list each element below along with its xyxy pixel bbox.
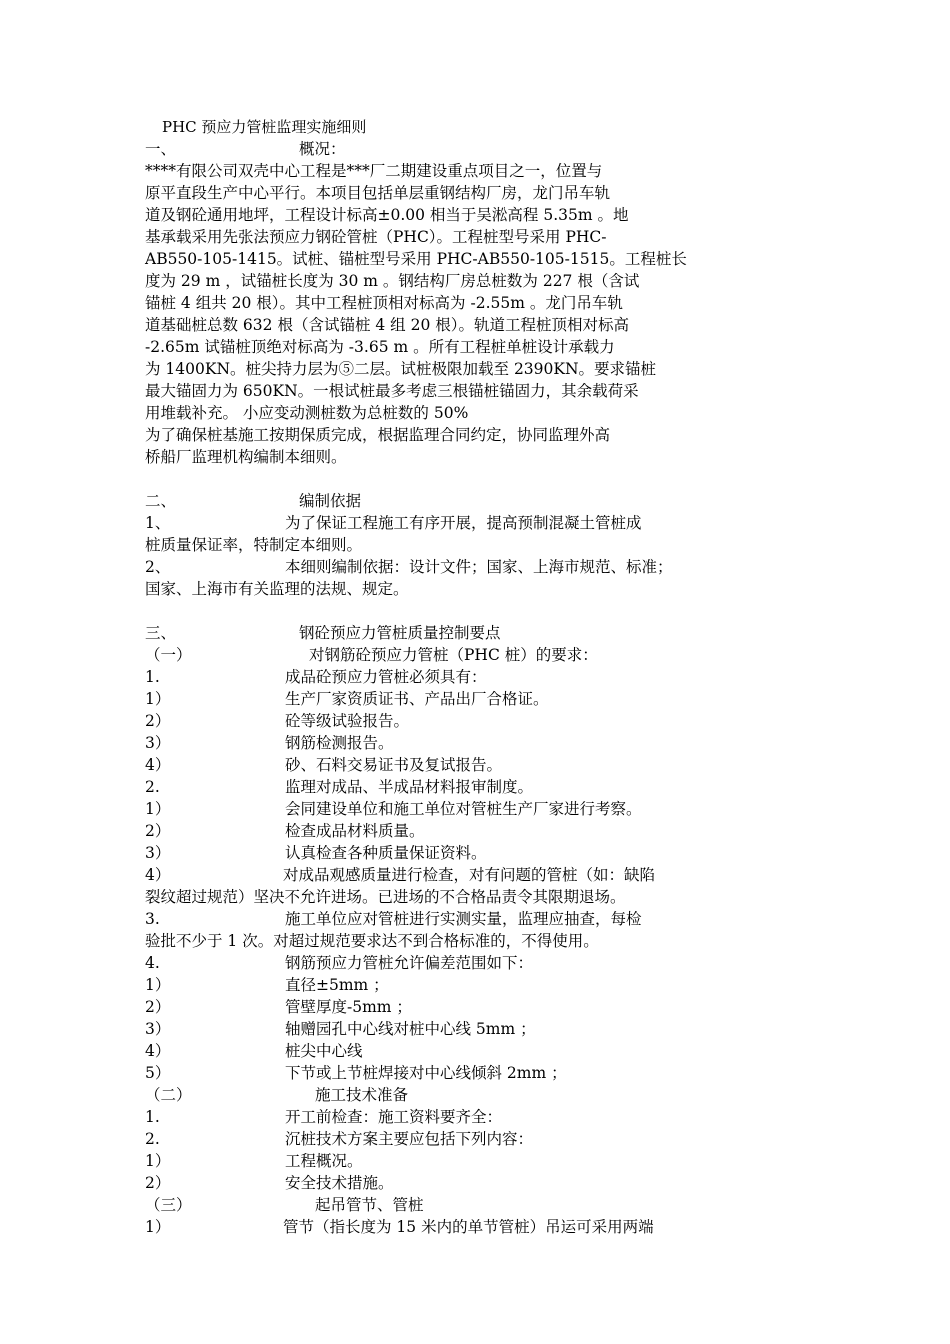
subsection-heading <box>145 1194 424 1216</box>
subsection-heading <box>145 1084 408 1106</box>
list-item <box>145 1106 502 1128</box>
paragraph-line: 锚桩 4 组共 20 根）。其中工程桩顶相对标高为 -2.55m 。龙门吊车轨 <box>145 294 623 312</box>
paragraph-line: 为 1400KN。桩尖持力层为⑤二层。试桩极限加载至 2390KN。要求锚桩 <box>145 360 657 378</box>
paragraph-line: 为了确保桩基施工按期保质完成，根据监理合同约定，协同监理外高 <box>145 426 611 444</box>
section-title: 钢砼预应力管桩质量控制要点 <box>299 624 501 642</box>
list-item <box>145 996 412 1018</box>
paragraph-line: 最大锚固力为 650KN。一根试桩最多考虑三根锚桩锚固力，其余载荷采 <box>145 382 639 400</box>
paragraph-line: 原平直段生产中心平行。本项目包括单层重钢结构厂房，龙门吊车轨 <box>145 184 611 202</box>
item-number: 1） <box>145 690 171 708</box>
item-text: 砂、石料交易证书及复试报告。 <box>285 756 503 774</box>
item-number: 1） <box>145 800 171 818</box>
list-item <box>145 820 425 842</box>
document-title: PHC 预应力管桩监理实施细则 <box>162 118 367 136</box>
section-title: 概况： <box>299 140 346 158</box>
item-number: 3） <box>145 844 171 862</box>
item-text: 轴赠园孔中心线对桩中心线 5mm ； <box>285 1020 536 1038</box>
item-text: 砼等级试验报告。 <box>285 712 410 730</box>
item-number: 2） <box>145 712 171 730</box>
subsection-heading <box>145 644 598 666</box>
list-item <box>145 974 389 996</box>
item-number: 2） <box>145 1174 171 1192</box>
item-text: 桩尖中心线 <box>285 1042 363 1060</box>
item-number: 5） <box>145 1064 171 1082</box>
item-number: 2、 <box>145 558 171 576</box>
list-item <box>145 952 533 974</box>
subsection-number: （二） <box>145 1086 192 1104</box>
item-text: 沉桩技术方案主要应包括下列内容： <box>285 1130 534 1148</box>
item-text: 认真检查各种质量保证资料。 <box>285 844 487 862</box>
item-number: 1） <box>145 1152 171 1170</box>
list-item <box>145 798 642 820</box>
paragraph-line: 度为 29 m ，试锚桩长度为 30 m 。钢结构厂房总桩数为 227 根（含试 <box>145 272 640 290</box>
item-continuation: 国家、上海市有关监理的法规、规定。 <box>145 580 409 598</box>
item-number: 3） <box>145 1020 171 1038</box>
item-continuation: 裂纹超过规范）坚决不允许进场。已进场的不合格品责令其限期退场。 <box>145 888 626 906</box>
list-item <box>145 732 394 754</box>
item-text: 成品砼预应力管桩必须具有： <box>285 668 487 686</box>
list-item <box>145 864 655 886</box>
subsection-title: 起吊管节、管桩 <box>315 1196 424 1214</box>
item-text: 生产厂家资质证书、产品出厂合格证。 <box>285 690 549 708</box>
paragraph-line: 道基础桩总数 632 根（含试锚桩 4 组 20 根）。轨道工程桩顶相对标高 <box>145 316 629 334</box>
section-number: 二、 <box>145 492 177 510</box>
paragraph-line: 桥船厂监理机构编制本细则。 <box>145 448 347 466</box>
item-number: 2） <box>145 822 171 840</box>
section-3-heading <box>145 622 501 644</box>
list-item <box>145 842 487 864</box>
item-text: 会同建设单位和施工单位对管桩生产厂家进行考察。 <box>285 800 642 818</box>
item-number: 2. <box>145 1130 160 1148</box>
item-number: 3） <box>145 734 171 752</box>
subsection-number: （三） <box>145 1196 192 1214</box>
item-number: 1） <box>145 1218 171 1236</box>
list-item <box>145 1062 567 1084</box>
subsection-title: 施工技术准备 <box>315 1086 409 1104</box>
item-text: 检查成品材料质量。 <box>285 822 425 840</box>
item-text: 本细则编制依据：设计文件；国家、上海市规范、标准； <box>285 558 673 576</box>
item-text: 下节或上节桩焊接对中心线倾斜 2mm ； <box>285 1064 567 1082</box>
item-text: 监理对成品、半成品材料报审制度。 <box>285 778 534 796</box>
list-item <box>145 1128 533 1150</box>
item-continuation: 验批不少于 1 次。对超过规范要求达不到合格标准的，不得使用。 <box>145 932 599 950</box>
item-text: 钢筋检测报告。 <box>285 734 394 752</box>
paragraph-line: -2.65m 试锚桩顶绝对标高为 -3.65 m 。所有工程桩单桩设计承载力 <box>145 338 615 356</box>
section-2-heading <box>145 490 361 512</box>
paragraph-line: 用堆载补充。 小应变动测桩数为总桩数的 50% <box>145 404 469 422</box>
item-text: 工程概况。 <box>285 1152 363 1170</box>
section-1-heading <box>145 138 346 160</box>
list-item <box>145 556 673 578</box>
item-text: 管节（指长度为 15 米内的单节管桩）吊运可采用两端 <box>283 1218 654 1236</box>
item-number: 4） <box>145 866 171 884</box>
item-text: 安全技术措施。 <box>285 1174 394 1192</box>
list-item <box>145 1216 654 1238</box>
list-item <box>145 1172 394 1194</box>
section-number: 三、 <box>145 624 177 642</box>
item-text: 管壁厚度-5mm ； <box>285 998 412 1016</box>
item-number: 2） <box>145 998 171 1016</box>
list-item <box>145 776 533 798</box>
item-number: 1. <box>145 1108 160 1126</box>
list-item <box>145 666 487 688</box>
list-item <box>145 1150 363 1172</box>
item-number: 1. <box>145 668 160 686</box>
section-number: 一、 <box>145 140 177 158</box>
item-text: 施工单位应对管桩进行实测实量，监理应抽查，每检 <box>285 910 642 928</box>
subsection-number: （一） <box>145 646 192 664</box>
paragraph-line: AB550-105-1415。试桩、锚桩型号采用 PHC-AB550-105-1515。工程桩长 <box>145 250 687 268</box>
list-item <box>145 710 409 732</box>
item-number: 1） <box>145 976 171 994</box>
item-number: 2. <box>145 778 160 796</box>
item-number: 4） <box>145 756 171 774</box>
item-text: 开工前检查：施工资料要齐全： <box>285 1108 503 1126</box>
section-title: 编制依据 <box>299 492 362 510</box>
list-item <box>145 754 502 776</box>
item-number: 4. <box>145 954 160 972</box>
item-text: 钢筋预应力管桩允许偏差范围如下： <box>285 954 534 972</box>
list-item <box>145 1018 536 1040</box>
item-number: 1、 <box>145 514 171 532</box>
list-item <box>145 1040 363 1062</box>
item-text: 为了保证工程施工有序开展，提高预制混凝土管桩成 <box>285 514 642 532</box>
subsection-title: 对钢筋砼预应力管桩（PHC 桩）的要求： <box>309 646 598 664</box>
item-number: 4） <box>145 1042 171 1060</box>
paragraph-line: 基承载采用先张法预应力钢砼管桩（PHC）。工程桩型号采用 PHC- <box>145 228 607 246</box>
item-text: 直径±5mm ； <box>285 976 389 994</box>
list-item <box>145 512 642 534</box>
list-item <box>145 908 642 930</box>
paragraph-line: 道及钢砼通用地坪，工程设计标高±0.00 相当于吴淞高程 5.35m 。地 <box>145 206 629 224</box>
list-item <box>145 688 549 710</box>
paragraph-line: ****有限公司双壳中心工程是***厂二期建设重点项目之一，位置与 <box>145 162 603 180</box>
item-number: 3. <box>145 910 160 928</box>
item-text: 对成品观感质量进行检查，对有问题的管桩（如：缺陷 <box>283 866 656 884</box>
item-continuation: 桩质量保证率，特制定本细则。 <box>145 536 363 554</box>
